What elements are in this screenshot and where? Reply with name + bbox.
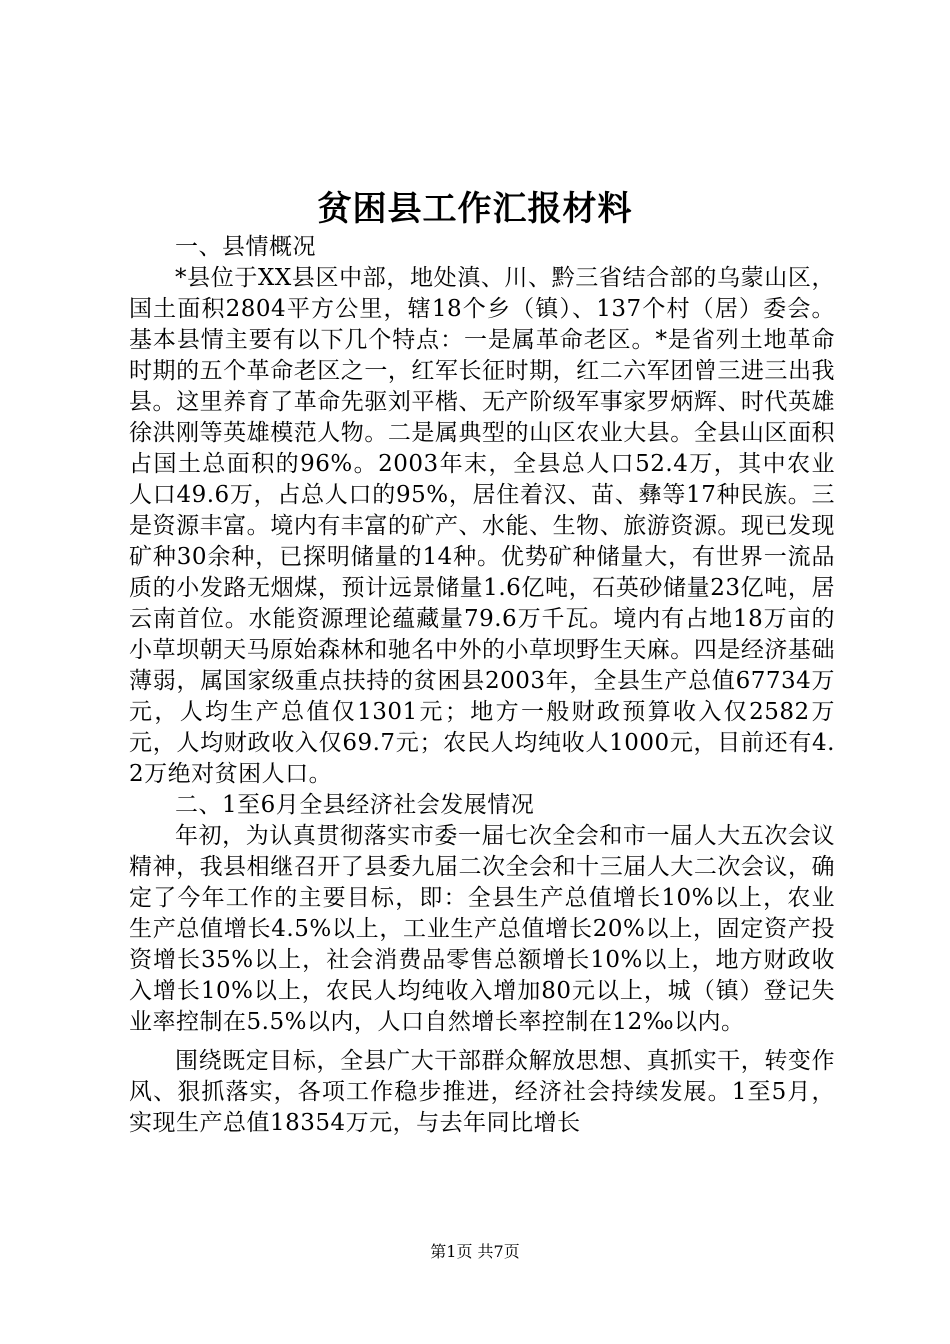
paragraph-annual-targets: 年初，为认真贯彻落实市委一届七次全会和市一届人大五次会议精神，我县相继召开了县委九届二次全会和十三届人大二次会议，确定了今年工作的主要目标，即：全县生产总值增长10%以上，农业生产总值增长4.5%以上，工业生产总值增长20%以上，固定资产投资增长35%以上，社会消费品零售总额增长10%以上，地方财政收入增长10%以上，农民人均纯收入增加80元以上，城（镇）登记失业率控制在5.5%以内，人口自然增长率控制在12‰以内。 (129, 823, 835, 1035)
paragraph-county-overview: *县位于XX县区中部，地处滇、川、黔三省结合部的乌蒙山区，国土面积2804平方公里，辖18个乡（镇）、137个村（居）委会。基本县情主要有以下几个特点：一是属革命老区。*是省列土地革命时期的五个革命老区之一，红军长征时期，红二六军团曾三进三出我县。这里养育了革命先驱刘平楷、无产阶级军事家罗炳辉、时代英雄徐洪刚等英雄模范人物。二是属典型的山区农业大县。全县山区面积占国土总面积的96%。2003年末，全县总人口52.4万，其中农业人口49.6万，占总人口的95%，居住着汉、苗、彝等17种民族。三是资源丰富。境内有丰富的矿产、水能、生物、旅游资源。现已发现矿种30余种，已探明储量的14种。优势矿种储量大，有世界一流品质的小发路无烟煤，预计远景储量1.6亿吨，石英砂储量23亿吨，居云南首位。水能资源理论蕴藏量79.6万千瓦。境内有占地18万亩的小草坝朝天马原始森林和驰名中外的小草坝野生天麻。四是经济基础薄弱，属国家级重点扶持的贫困县2003年，全县生产总值67734万元，人均生产总值仅1301元；地方一般财政预算收入仅2582万元，人均财政收入仅69.7元；农民人均纯收人1000元，目前还有4.2万绝对贫困人口。 (129, 265, 835, 787)
paragraph-progress: 围绕既定目标，全县广大干部群众解放思想、真抓实干，转变作风、狠抓落实，各项工作稳步推进，经济社会持续发展。1至5月，实现生产总值18354万元，与去年同比增长 (129, 1048, 835, 1136)
document-body (129, 232, 835, 1139)
section-heading-1: 一、县情概况 (175, 234, 316, 260)
section-heading-2: 二、1至6月全县经济社会发展情况 (175, 792, 535, 818)
document-title: 贫困县工作汇报材料 (317, 189, 633, 229)
page-footer: 第1页 共7页 (430, 1242, 520, 1261)
